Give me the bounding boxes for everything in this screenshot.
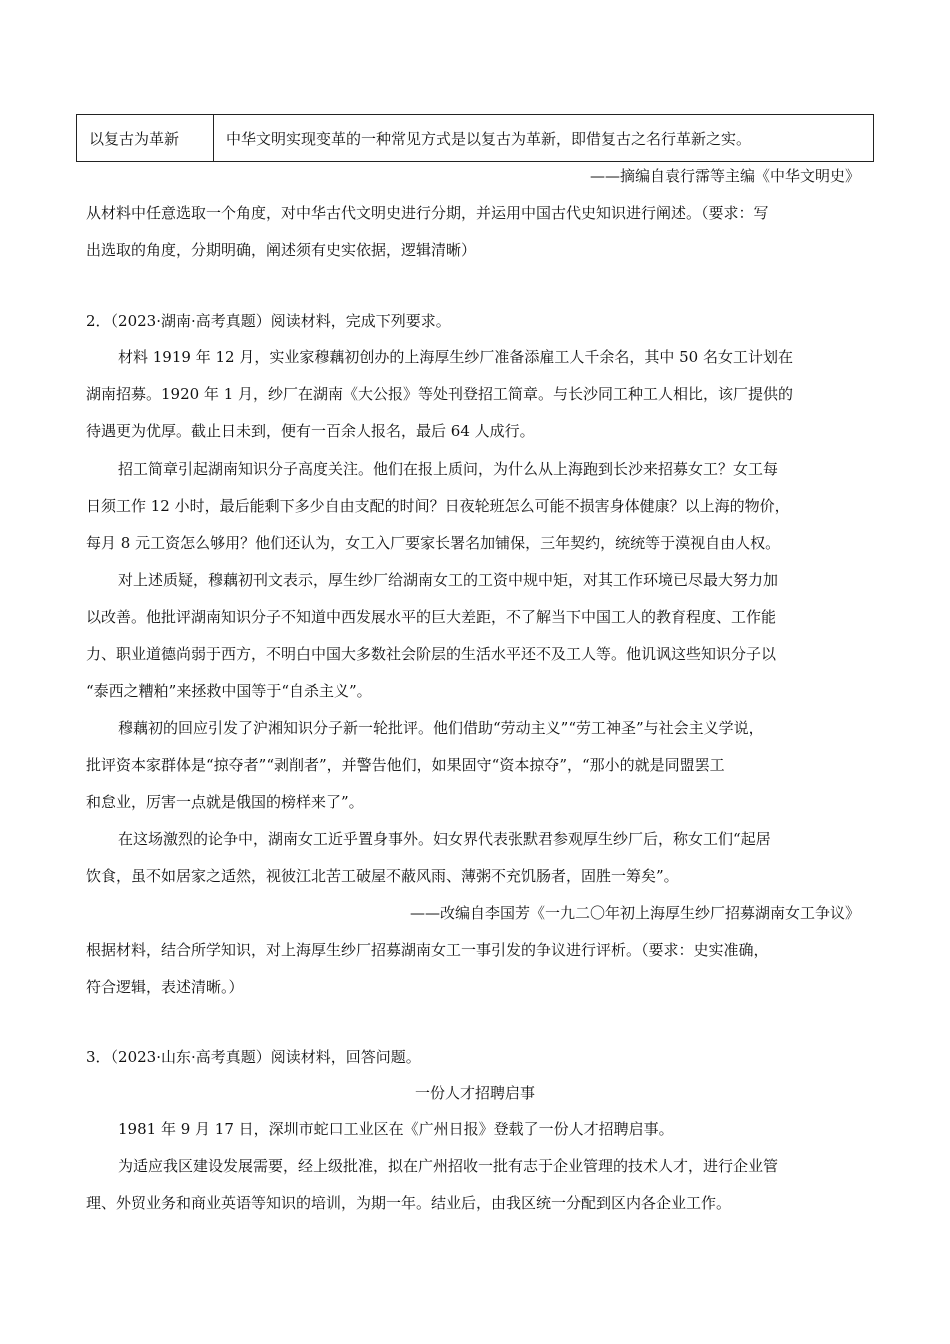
q1-prompt-line: 出选取的角度，分期明确，阐述须有史实依据，逻辑清晰） [86, 241, 477, 259]
q2-line: 每月 8 元工资怎么够用？他们还认为，女工入厂要家长署名加铺保，三年契约，统统等于漠视自由人权。 [86, 534, 781, 552]
q2-line: 饮食，虽不如居家之适然，视彼江北苦工破屋不蔽风雨、薄粥不充饥肠者，固胜一筹矣”。 [86, 867, 679, 885]
q2-line: 在这场激烈的论争中，湖南女工近乎置身事外。妇女界代表张默君参观厚生纱厂后，称女工们“起居 [118, 830, 771, 848]
q2-line: 湖南招募。1920 年 1 月，纱厂在湖南《大公报》等处刊登招工简章。与长沙同工种工人相比，该厂提供的 [86, 385, 794, 403]
q2-line: 对上述质疑，穆藕初刊文表示，厚生纱厂给湖南女工的工资中规中矩，对其工作环境已尽最大努力加 [118, 571, 779, 589]
table-row [77, 115, 874, 162]
q3-line: 1981 年 9 月 17 日，深圳市蛇口工业区在《广州日报》登载了一份人才招聘启事。 [118, 1120, 674, 1138]
q2-line: 招工简章引起湖南知识分子高度关注。他们在报上质问，为什么从上海跑到长沙来招募女工？女工每 [118, 460, 779, 478]
q2-line: 穆藕初的回应引发了沪湘知识分子新一轮批评。他们借助“劳动主义”“劳工神圣”与社会主义学说， [118, 719, 764, 737]
q2-line: “泰西之糟粕”来拯救中国等于“自杀主义”。 [86, 682, 372, 700]
q2-line: 日须工作 12 小时，最后能剩下多少自由支配的时间？日夜轮班怎么可能不损害身体健康？以上海的物价， [86, 497, 790, 515]
q2-heading: 2．（2023·湖南·高考真题）阅读材料，完成下列要求。 [86, 312, 451, 330]
q2-line: 材料 1919 年 12 月，实业家穆藕初创办的上海厚生纱厂准备添雇工人千余名，其中 50 名女工计划在 [118, 348, 793, 366]
q2-line: 和怠业，厉害一点就是俄国的榜样来了”。 [86, 793, 364, 811]
table-description-cell: 中华文明实现变革的一种常见方式是以复古为革新，即借复古之名行革新之实。 [214, 115, 874, 162]
q1-prompt-line: 从材料中任意选取一个角度，对中华古代文明史进行分期，并运用中国古代史知识进行阐述。（要求：写 [86, 204, 769, 222]
q2-line: 力、职业道德尚弱于西方，不明白中国大多数社会阶层的生活水平还不及工人等。他讥讽这些知识分子以 [86, 645, 777, 663]
q3-line: 为适应我区建设发展需要，经上级批准，拟在广州招收一批有志于企业管理的技术人才，进行企业管 [118, 1157, 779, 1175]
q2-prompt-line: 符合逻辑，表述清晰。） [86, 978, 244, 996]
table-term-cell: 以复古为革新 [77, 115, 214, 162]
q2-source: ——改编自李国芳《一九二〇年初上海厚生纱厂招募湖南女工争议》 [409, 904, 860, 922]
q2-line: 批评资本家群体是“掠夺者”“剥削者”，并警告他们，如果固守“资本掠夺”，“那小的就是同盟罢工 [86, 756, 725, 774]
q2-line: 待遇更为优厚。截止日未到，便有一百余人报名，最后 64 人成行。 [86, 422, 535, 440]
definition-table [76, 114, 874, 162]
q1-source: ——摘编自袁行霈等主编《中华文明史》 [589, 167, 860, 185]
q2-prompt-line: 根据材料，结合所学知识，对上海厚生纱厂招募湖南女工一事引发的争议进行评析。（要求：史实准确， [86, 941, 769, 959]
q2-line: 以改善。他批评湖南知识分子不知道中西发展水平的巨大差距，不了解当下中国工人的教育程度、工作能 [86, 608, 777, 626]
q3-line: 理、外贸业务和商业英语等知识的培训，为期一年。结业后，由我区统一分配到区内各企业工作。 [86, 1194, 732, 1212]
q3-title: 一份人才招聘启事 [414, 1084, 535, 1102]
q3-heading: 3．（2023·山东·高考真题）阅读材料，回答问题。 [86, 1048, 421, 1066]
